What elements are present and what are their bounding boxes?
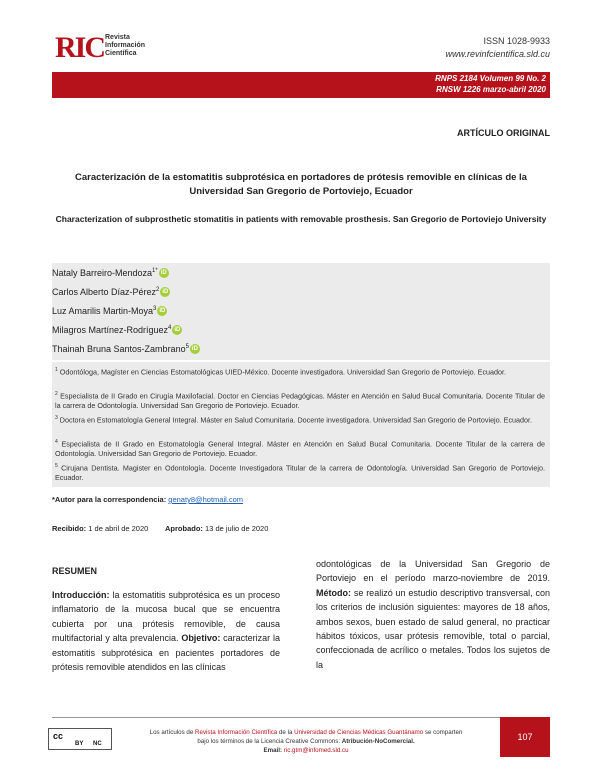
affiliation: $^2$ Especialista de II Grado en Cirugía Maxilofacial. Doctor en Ciencias Pedagógicas. Máster en Atención en Salud Bucal Comunitaria. Docente Titular de la carrera de Odontología. Universidad San Gregorio de Portoviejo. Ecuador. bbox=[55, 391, 546, 411]
author: Nataly Barreiro-Mendoza$^{1*}$ iD bbox=[52, 268, 167, 278]
issue-volume: RNPS 2184 Volumen 99 No. 2 bbox=[435, 74, 546, 83]
author: Luz Amarilis Martin-Moya$^3$ iD bbox=[52, 306, 166, 316]
author: Milagros Martínez-Rodríguez$^4$ iD bbox=[52, 325, 181, 335]
affiliation: $^4$ Especialista de II Grado en Estomatología General Integral. Máster en Atención en Salud Bucal Comunitaria. Docente Titular de la carrera de Odontología. Universidad San Gregorio de Portoviejo. Ecuador. bbox=[55, 439, 545, 459]
article-dates: Recibido: 1 de abril de 2020 Aprobado: 13 de julio de 2020 bbox=[52, 524, 269, 533]
creative-commons-badge[interactable]: cc BY NC bbox=[48, 728, 112, 750]
author: Carlos Alberto Díaz-Pérez$^2$ iD bbox=[52, 287, 169, 297]
issue-date: RNSW 1226 marzo-abril 2020 bbox=[436, 85, 546, 94]
affiliation: $^5$ Cirujana Dentista. Magister en Odontología. Docente Investigadora Titular de la carrera de Odontología. Universidad San Gregorio de Portoviejo. Ecuador. bbox=[55, 463, 545, 483]
correspondence: *Autor para la correspondencia: genaty8@hotmail.com bbox=[52, 495, 244, 504]
journal-logo: RIC bbox=[55, 31, 105, 64]
title-english: Characterization of subprosthetic stomatitis in patients with removable prosthesis. San Gregorio de Portoviejo University bbox=[55, 214, 547, 224]
orcid-icon[interactable]: iD bbox=[159, 308, 166, 314]
affiliation: $^3$ Doctora en Estomatología General Integral. Máster en Salud Comunitaria. Docente investigadora. Universidad San Gregorio de Portoviejo. Ecuador. bbox=[55, 415, 533, 425]
cc-icon: cc bbox=[53, 731, 64, 741]
orcid-icon[interactable]: iD bbox=[174, 327, 181, 333]
abstract-heading: RESUMEN bbox=[52, 566, 98, 576]
abstract-right-column: odontológicas de la Universidad San Gregorio de Portoviejo en el período marzo-noviembre de 2019. Método: se realizó un estudio descriptivo transversal, con los criterios de inclusión siguientes: mayores de 18 años, ambos sexos, buen estado de salud general, no practicar hábitos tóxicos, usar prótesis removible, total o parcial, confeccionada de acrílico o metales. Todos los sujetos de la bbox=[316, 559, 550, 670]
journal-logo-text: Revista Información Científica bbox=[105, 34, 146, 57]
orcid-icon[interactable]: iD bbox=[191, 346, 198, 352]
orcid-icon[interactable]: iD bbox=[160, 270, 167, 276]
footer-email-link[interactable]: ric.gtm@infomed.sld.cu bbox=[283, 747, 349, 754]
received-date: 1 de abril de 2020 bbox=[88, 524, 149, 533]
correspondence-email-link[interactable]: genaty8@hotmail.com bbox=[168, 495, 244, 504]
authors-panel bbox=[52, 263, 550, 360]
issn: ISSN 1028-9933 bbox=[483, 36, 550, 46]
issue-banner bbox=[52, 72, 550, 98]
author: Thainah Bruna Santos-Zambrano$^5$ iD bbox=[52, 344, 198, 354]
affiliations-panel bbox=[52, 362, 550, 487]
approved-date: 13 de julio de 2020 bbox=[205, 524, 269, 533]
affiliation: $^1$ Odontóloga, Magíster en Ciencias Estomatológicas UIED-México. Docente investigadora. Universidad San Gregorio de Portoviejo. Ecuador. bbox=[55, 367, 507, 377]
page-number: 107 bbox=[500, 717, 550, 757]
footer-license-text: Los artículos de Revista Información Científica de la Universidad de Ciencias Médicas Guantánamo se comparten bajo los términos de la Licencia Creative Commons: Atribución-NoComercial. Email: ric.gtm@infomed.sld.cu bbox=[149, 729, 463, 754]
journal-website[interactable]: www.revinfcientifica.sld.cu bbox=[445, 49, 550, 59]
title-spanish: Caracterización de la estomatitis subprotésica en portadores de prótesis removible en clínicas de la Universidad San Gregorio de Portoviejo, Ecuador bbox=[75, 172, 527, 197]
footer-divider bbox=[52, 717, 550, 718]
article-type: ARTÍCULO ORIGINAL bbox=[457, 128, 550, 138]
orcid-icon[interactable]: iD bbox=[162, 289, 169, 295]
abstract-left-column: Introducción: la estomatitis subprotésica es un proceso inflamatorio de la mucosa bucal que se encuentra cubierta por una prótesis removible, de causa multifactorial y alta prevalencia. Objetivo: caracterizar la estomatitis subprotésica en pacientes portadores de prótesis removible atendidos en las clínicas bbox=[52, 590, 280, 673]
